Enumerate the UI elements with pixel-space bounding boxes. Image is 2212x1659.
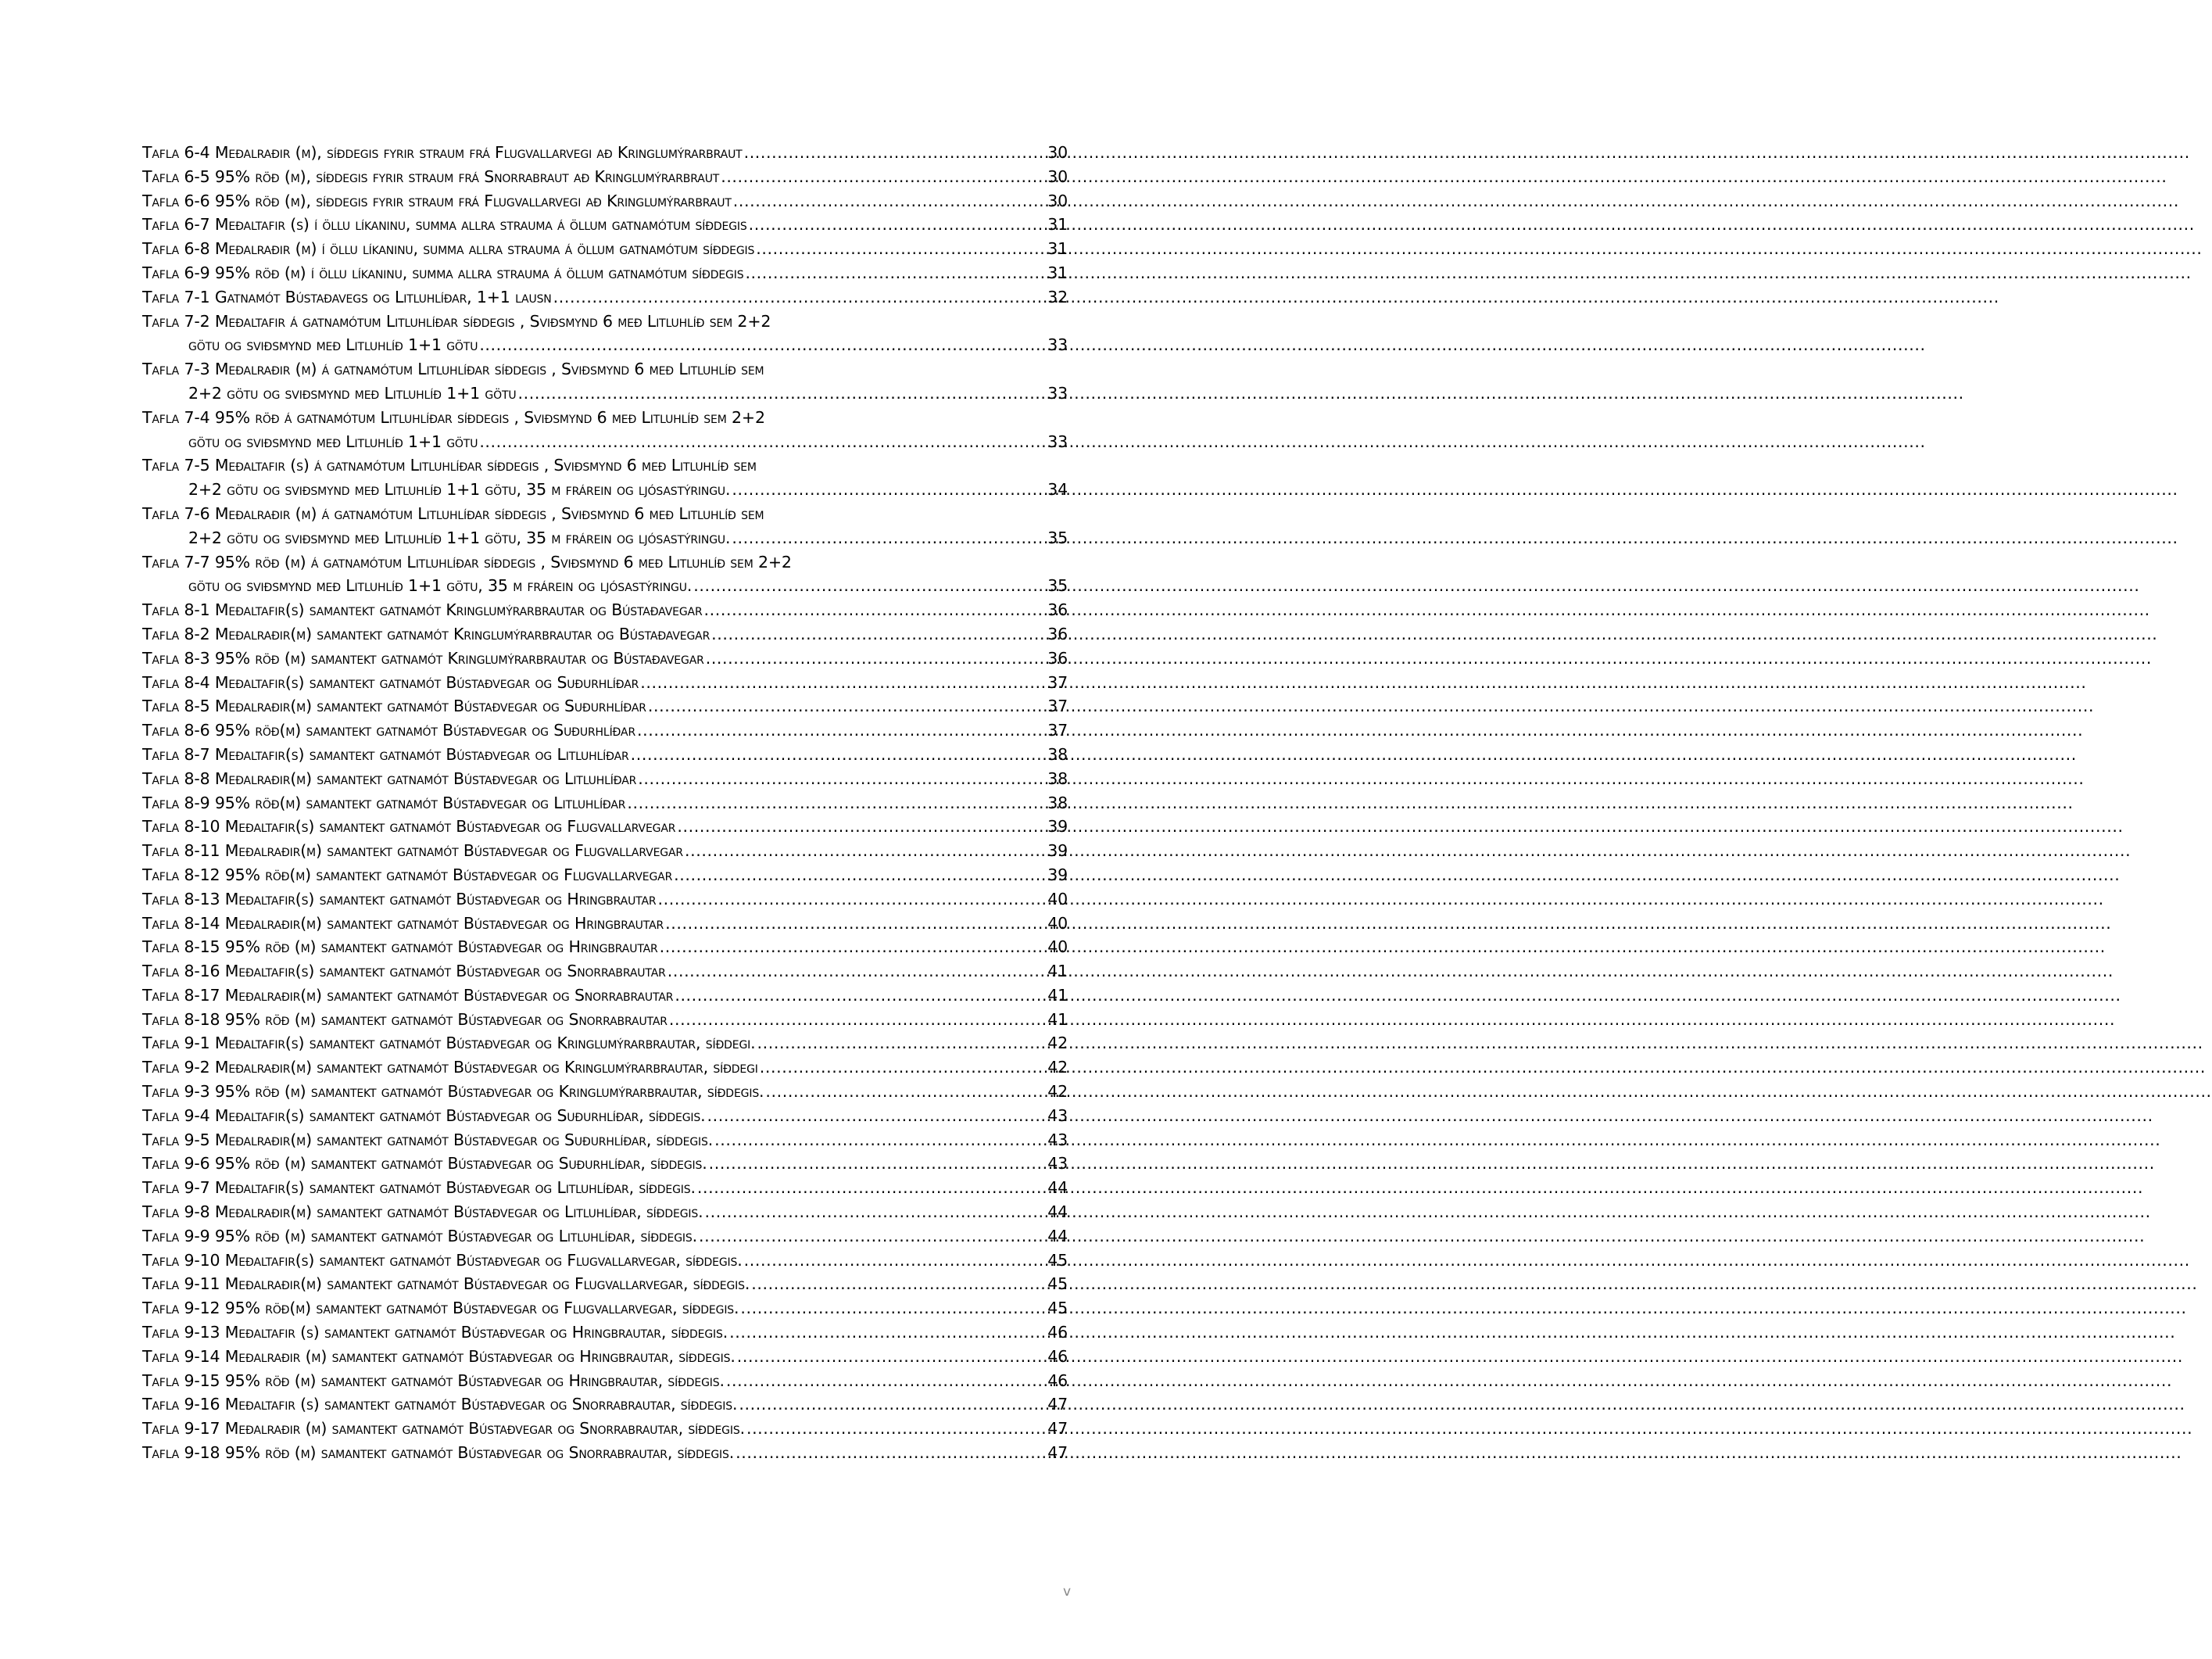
toc-entry-title: Tafla 9-17 Meðalraðir (m) samantekt gatnamót Bústaðvegar og Snorrabrautar, síðdegis. bbox=[142, 1419, 745, 1439]
toc-dot-leader bbox=[737, 1345, 1044, 1369]
toc-entry-line bbox=[142, 1320, 1068, 1345]
toc-entry-line bbox=[142, 791, 1068, 815]
toc-page-number: 45 bbox=[1047, 1299, 1068, 1318]
toc-page-number: 45 bbox=[1047, 1274, 1068, 1294]
toc-entry-title: Tafla 9-9 95% röð (m) samantekt gatnamót Bústaðvegar og Litluhlíðar, síðdegis. bbox=[142, 1226, 698, 1245]
toc-entry-title: Tafla 8-7 Meðaltafir(s) samantekt gatnamót Bústaðvegar og Litluhlíðar bbox=[142, 744, 629, 764]
toc-entry-title: Tafla 9-2 Meðalraðir(m) samantekt gatnamót Bústaðvegar og Kringlumýrarbrautar, síðdegi bbox=[142, 1058, 758, 1077]
toc-dot-leader bbox=[760, 1055, 1044, 1080]
toc-entry-line bbox=[142, 598, 1068, 622]
toc-page-number: 44 bbox=[1047, 1226, 1068, 1245]
toc-entry-line bbox=[142, 1176, 1068, 1200]
toc-dot-leader bbox=[657, 887, 1044, 912]
toc-entry-title: Tafla 9-18 95% röð (m) samantekt gatnamót Bústaðvegar og Snorrabrautar, síðdegis. bbox=[142, 1443, 735, 1463]
toc-page-number: 45 bbox=[1047, 1250, 1068, 1270]
toc-entry[interactable] bbox=[142, 863, 1068, 887]
toc-dot-leader bbox=[637, 718, 1044, 743]
toc-entry-title: Tafla 9-10 Meðaltafir(s) samantekt gatnamót Bústaðvegar og Flugvallarvegar, síðdegis. bbox=[142, 1250, 743, 1270]
toc-dot-leader bbox=[479, 430, 1044, 454]
toc-dot-leader bbox=[729, 1320, 1044, 1345]
toc-page-number: 43 bbox=[1047, 1154, 1068, 1173]
toc-entry-line bbox=[142, 1224, 1068, 1249]
toc-dot-leader bbox=[765, 1080, 1044, 1104]
toc-dot-leader bbox=[757, 1031, 1044, 1055]
toc-entry-title: Tafla 6-4 Meðalraðir (m), síðdegis fyrir straum frá Flugvallarvegi að Kringlumýrarbraut bbox=[142, 143, 743, 162]
toc-dot-leader bbox=[744, 1249, 1044, 1273]
toc-dot-leader bbox=[745, 261, 1044, 285]
toc-dot-leader bbox=[749, 213, 1044, 237]
toc-dot-leader bbox=[693, 574, 1044, 598]
toc-page-number: 46 bbox=[1047, 1346, 1068, 1366]
toc-entry[interactable] bbox=[142, 310, 1068, 358]
toc-entry[interactable] bbox=[142, 767, 1068, 791]
toc-dot-leader bbox=[721, 165, 1044, 189]
toc-entry-title: Tafla 8-12 95% röð(m) samantekt gatnamót Bústaðvegar og Flugvallarvegar bbox=[142, 865, 673, 884]
toc-dot-leader bbox=[714, 1128, 1044, 1152]
toc-entry-title: Tafla 8-5 Meðalraðir(m) samantekt gatnamót Bústaðvegar og Suðurhlíðar bbox=[142, 697, 646, 716]
toc-dot-leader bbox=[740, 1296, 1044, 1320]
toc-entry-line bbox=[142, 1392, 1068, 1417]
toc-dot-leader bbox=[746, 1417, 1044, 1441]
toc-entry[interactable] bbox=[142, 1152, 1068, 1176]
toc-entry[interactable] bbox=[142, 1320, 1068, 1345]
toc-entry[interactable] bbox=[142, 1441, 1068, 1465]
toc-page-number: 31 bbox=[1047, 215, 1068, 235]
toc-entry[interactable] bbox=[142, 694, 1068, 718]
toc-entry-line bbox=[142, 1417, 1068, 1441]
toc-page-number: 41 bbox=[1047, 985, 1068, 1005]
toc-page-number: 46 bbox=[1047, 1323, 1068, 1342]
toc-entry-title: Tafla 9-4 Meðaltafir(s) samantekt gatnamót Bústaðvegar og Suðurhlíðar, síðdegis. bbox=[142, 1105, 706, 1125]
toc-page-number: 47 bbox=[1047, 1443, 1068, 1463]
toc-entry[interactable] bbox=[142, 1055, 1068, 1080]
toc-entry-title: Tafla 6-8 Meðalraðir (m) í öllu líkaninu, summa allra strauma á öllum gatnamótum síðdegis bbox=[142, 239, 755, 259]
toc-dot-leader bbox=[640, 671, 1044, 695]
toc-page-number: 37 bbox=[1047, 672, 1068, 692]
toc-entry[interactable] bbox=[142, 647, 1068, 671]
toc-entry-line bbox=[142, 165, 1068, 189]
toc-entry-line bbox=[142, 213, 1068, 237]
toc-entry-line bbox=[142, 1200, 1068, 1224]
toc-page-number: 47 bbox=[1047, 1419, 1068, 1439]
toc-entry[interactable] bbox=[142, 1249, 1068, 1273]
toc-entry-title: Tafla 9-14 Meðalraðir (m) samantekt gatnamót Bústaðvegar og Hringbrautar, síðdegis. bbox=[142, 1346, 736, 1366]
toc-page-number: 32 bbox=[1047, 287, 1068, 306]
toc-entry[interactable] bbox=[142, 912, 1068, 936]
toc-entry-title: Tafla 8-16 Meðaltafir(s) samantekt gatnamót Bústaðvegar og Snorrabrautar bbox=[142, 962, 666, 981]
toc-entry-title: Tafla 8-2 Meðalraðir(m) samantekt gatnamót Kringlumýrarbrautar og Bústaðavegar bbox=[142, 624, 710, 643]
toc-dot-leader bbox=[669, 1008, 1044, 1032]
toc-entry-title: Tafla 9-1 Meðaltafir(s) samantekt gatnamót Bústaðvegar og Kringlumýrarbrautar, síðdegi. bbox=[142, 1034, 756, 1053]
toc-dot-leader bbox=[660, 935, 1044, 959]
toc-entry-title: Tafla 8-17 Meðalraðir(m) samantekt gatnamót Bústaðvegar og Snorrabrautar bbox=[142, 985, 674, 1005]
toc-entry-line bbox=[142, 959, 1068, 984]
toc-entry[interactable] bbox=[142, 141, 1068, 165]
toc-entry[interactable] bbox=[142, 1031, 1068, 1055]
toc-entry-line bbox=[142, 1055, 1068, 1080]
toc-dot-leader bbox=[553, 285, 1044, 310]
toc-entry-title: Tafla 9-16 Meðaltafir (s) samantekt gatnamót Bústaðvegar og Snorrabrautar, síðdegis. bbox=[142, 1395, 738, 1414]
toc-page-number: 43 bbox=[1047, 1105, 1068, 1125]
toc-entry-line bbox=[142, 1031, 1068, 1055]
toc-entry-line bbox=[142, 863, 1068, 887]
toc-page-number: 39 bbox=[1047, 865, 1068, 884]
toc-entry-continuation bbox=[142, 526, 1068, 550]
toc-entry-title: 2+2 götu og sviðsmynd með Litluhlíð 1+1 götu, 35 m frárein og ljósastýringu. bbox=[188, 480, 731, 500]
toc-entry-title: götu og sviðsmynd með Litluhlíð 1+1 götu bbox=[188, 335, 478, 355]
toc-entry-continuation bbox=[142, 382, 1068, 406]
toc-entry[interactable] bbox=[142, 550, 1068, 599]
toc-entry-title: Tafla 7-2 Meðaltafir á gatnamótum Litluhlíðar síðdegis , Sviðsmynd 6 með Litluhlíð sem 2+2 bbox=[142, 311, 771, 331]
toc-entry-title: Tafla 8-13 Meðaltafir(s) samantekt gatnamót Bústaðvegar og Hringbrautar bbox=[142, 889, 657, 908]
toc-page-number: 35 bbox=[1047, 528, 1068, 547]
toc-entry-line bbox=[142, 285, 1068, 310]
toc-page-number: 42 bbox=[1047, 1058, 1068, 1077]
toc-page-number: 35 bbox=[1047, 576, 1068, 596]
toc-page-number: 33 bbox=[1047, 383, 1068, 403]
toc-entry-line bbox=[142, 550, 1068, 575]
toc-entry[interactable] bbox=[142, 791, 1068, 815]
toc-entry[interactable] bbox=[142, 1200, 1068, 1224]
toc-entry-title: Tafla 9-3 95% röð (m) samantekt gatnamót Bústaðvegar og Kringlumýrarbrautar, síðdegis. bbox=[142, 1082, 764, 1102]
toc-entry-line bbox=[142, 815, 1068, 839]
toc-entry-line bbox=[142, 1128, 1068, 1152]
toc-page-number: 34 bbox=[1047, 480, 1068, 500]
toc-entry[interactable] bbox=[142, 1008, 1068, 1032]
page-number: v bbox=[1063, 1584, 1072, 1600]
toc-entry[interactable] bbox=[142, 839, 1068, 863]
toc-entry[interactable] bbox=[142, 453, 1068, 502]
toc-dot-leader bbox=[739, 1392, 1044, 1417]
toc-entry-line bbox=[142, 887, 1068, 912]
toc-entry-title: Tafla 8-14 Meðalraðir(m) samantekt gatnamót Bústaðvegar og Hringbrautar bbox=[142, 913, 664, 933]
toc-page-number: 38 bbox=[1047, 769, 1068, 788]
toc-entry-title: 2+2 götu og sviðsmynd með Litluhlíð 1+1 götu bbox=[188, 383, 517, 403]
toc-entry[interactable] bbox=[142, 1417, 1068, 1441]
toc-entry-line bbox=[142, 1369, 1068, 1393]
toc-entry[interactable] bbox=[142, 935, 1068, 959]
toc-dot-leader bbox=[677, 815, 1044, 839]
toc-dot-leader bbox=[751, 1272, 1044, 1296]
toc-entry-line bbox=[142, 767, 1068, 791]
toc-page-number: 37 bbox=[1047, 697, 1068, 716]
toc-entry[interactable] bbox=[142, 1080, 1068, 1104]
toc-entry-title: Tafla 6-9 95% röð (m) í öllu líkaninu, summa allra strauma á öllum gatnamótum síðdegis bbox=[142, 263, 744, 282]
toc-dot-leader bbox=[709, 1152, 1044, 1176]
toc-entry-title: Tafla 6-5 95% röð (m), síðdegis fyrir straum frá Snorrabraut að Kringlumýrarbraut bbox=[142, 167, 720, 186]
toc-entry-continuation bbox=[142, 333, 1068, 357]
toc-entry[interactable] bbox=[142, 1296, 1068, 1320]
toc-entry[interactable] bbox=[142, 622, 1068, 647]
toc-entry-line bbox=[142, 1008, 1068, 1032]
toc-entry-title: Tafla 6-7 Meðaltafir (s) í öllu líkaninu, summa allra strauma á öllum gatnamótum síðdegis bbox=[142, 215, 747, 235]
toc-entry-title: Tafla 9-15 95% röð (m) samantekt gatnamót Bústaðvegar og Hringbrautar, síðdegis. bbox=[142, 1371, 725, 1390]
toc-entry-line bbox=[142, 647, 1068, 671]
toc-page-number: 39 bbox=[1047, 841, 1068, 861]
toc-entry-title: Tafla 8-9 95% röð(m) samantekt gatnamót Bústaðvegar og Litluhlíðar bbox=[142, 793, 626, 812]
toc-entry-line bbox=[142, 261, 1068, 285]
toc-page-number: 41 bbox=[1047, 1009, 1068, 1029]
toc-entry[interactable] bbox=[142, 1345, 1068, 1369]
toc-entry-title: Tafla 9-8 Meðalraðir(m) samantekt gatnamót Bústaðvegar og Litluhlíðar, síðdegis. bbox=[142, 1202, 703, 1222]
toc-entry-continuation bbox=[142, 430, 1068, 454]
toc-dot-leader bbox=[638, 767, 1044, 791]
toc-entry-line bbox=[142, 743, 1068, 767]
toc-entry-line bbox=[142, 1272, 1068, 1296]
toc-entry-title: Tafla 7-4 95% röð á gatnamótum Litluhlíðar síðdegis , Sviðsmynd 6 með Litluhlíð sem 2+2 bbox=[142, 407, 765, 427]
toc-dot-leader bbox=[706, 647, 1044, 671]
toc-entry-line bbox=[142, 984, 1068, 1008]
toc-page-number: 46 bbox=[1047, 1371, 1068, 1390]
toc-page-number: 31 bbox=[1047, 239, 1068, 259]
toc-entry-line bbox=[142, 622, 1068, 647]
toc-entry[interactable] bbox=[142, 984, 1068, 1008]
toc-dot-leader bbox=[732, 478, 1044, 502]
toc-entry[interactable] bbox=[142, 261, 1068, 285]
toc-page-number: 40 bbox=[1047, 889, 1068, 908]
toc-entry-title: Tafla 7-1 Gatnamót Bústaðavegs og Litluhlíðar, 1+1 lausn bbox=[142, 287, 552, 306]
toc-page-number: 44 bbox=[1047, 1202, 1068, 1222]
toc-entry-line bbox=[142, 1249, 1068, 1273]
toc-entry-line bbox=[142, 1345, 1068, 1369]
toc-page-number: 31 bbox=[1047, 263, 1068, 282]
toc-entry[interactable] bbox=[142, 357, 1068, 406]
toc-entry-title: Tafla 8-1 Meðaltafir(s) samantekt gatnamót Kringlumýrarbrautar og Bústaðavegar bbox=[142, 600, 703, 620]
toc-page-number: 47 bbox=[1047, 1395, 1068, 1414]
toc-dot-leader bbox=[732, 526, 1044, 550]
toc-entry-line bbox=[142, 718, 1068, 743]
toc-entry-line bbox=[142, 1080, 1068, 1104]
toc-entry-line bbox=[142, 453, 1068, 478]
toc-entry-title: Tafla 8-10 Meðaltafir(s) samantekt gatnamót Bústaðvegar og Flugvallarvegar bbox=[142, 817, 676, 837]
toc-page-number: 42 bbox=[1047, 1034, 1068, 1053]
toc-dot-leader bbox=[517, 382, 1044, 406]
toc-dot-leader bbox=[631, 743, 1044, 767]
toc-entry-title: Tafla 7-7 95% röð (m) á gatnamótum Litluhlíðar síðdegis , Sviðsmynd 6 með Litluhlíð sem 2+2 bbox=[142, 552, 792, 572]
toc-page-number: 36 bbox=[1047, 624, 1068, 643]
toc-page-number: 43 bbox=[1047, 1130, 1068, 1149]
toc-dot-leader bbox=[627, 791, 1044, 815]
toc-entry-title: Tafla 8-8 Meðalraðir(m) samantekt gatnamót Bústaðvegar og Litluhlíðar bbox=[142, 769, 637, 788]
toc-entry-title: Tafla 9-11 Meðalraðir(m) samantekt gatnamót Bústaðvegar og Flugvallarvegar, síðdegis. bbox=[142, 1274, 750, 1294]
toc-entry-title: Tafla 7-3 Meðalraðir (m) á gatnamótum Litluhlíðar síðdegis , Sviðsmynd 6 með Litluhlíð sem bbox=[142, 360, 764, 379]
toc-page-number: 30 bbox=[1047, 167, 1068, 186]
toc-entry-line bbox=[142, 839, 1068, 863]
toc-dot-leader bbox=[704, 1200, 1044, 1224]
toc-dot-leader bbox=[674, 863, 1044, 887]
toc-entry-line bbox=[142, 912, 1068, 936]
toc-page-number: 30 bbox=[1047, 143, 1068, 162]
toc-entry[interactable] bbox=[142, 887, 1068, 912]
toc-dot-leader bbox=[697, 1176, 1044, 1200]
toc-entry-line bbox=[142, 1441, 1068, 1465]
toc-page-number: 41 bbox=[1047, 962, 1068, 981]
toc-entry-title: götu og sviðsmynd með Litluhlíð 1+1 götu, 35 m frárein og ljósastýringu. bbox=[188, 576, 693, 596]
toc-dot-leader bbox=[675, 984, 1044, 1008]
toc-entry-continuation bbox=[142, 574, 1068, 598]
toc-entry-line bbox=[142, 237, 1068, 261]
toc-entry-title: Tafla 8-6 95% röð(m) samantekt gatnamót Bústaðvegar og Suðurhlíðar bbox=[142, 721, 636, 740]
toc-entry-line bbox=[142, 1152, 1068, 1176]
toc-entry-line bbox=[142, 189, 1068, 213]
toc-entry[interactable] bbox=[142, 1224, 1068, 1249]
toc-entry-title: Tafla 9-13 Meðaltafir (s) samantekt gatnamót Bústaðvegar og Hringbrautar, síðdegis. bbox=[142, 1323, 728, 1342]
toc-entry-line bbox=[142, 694, 1068, 718]
toc-entry-title: Tafla 7-5 Meðaltafir (s) á gatnamótum Litluhlíðar síðdegis , Sviðsmynd 6 með Litluhlíð sem bbox=[142, 456, 757, 475]
toc-entry[interactable] bbox=[142, 213, 1068, 237]
toc-page-number: 38 bbox=[1047, 744, 1068, 764]
toc-entry[interactable] bbox=[142, 1272, 1068, 1296]
toc-page-number: 44 bbox=[1047, 1178, 1068, 1198]
toc-entry-continuation bbox=[142, 478, 1068, 502]
toc-page-number: 40 bbox=[1047, 913, 1068, 933]
toc-entry[interactable] bbox=[142, 959, 1068, 984]
toc-entry[interactable] bbox=[142, 165, 1068, 189]
toc-entry[interactable] bbox=[142, 718, 1068, 743]
toc-entry[interactable] bbox=[142, 237, 1068, 261]
toc-entry-title: Tafla 7-6 Meðalraðir (m) á gatnamótum Litluhlíðar síðdegis , Sviðsmynd 6 með Litluhlíð sem bbox=[142, 503, 764, 523]
toc-entry[interactable] bbox=[142, 1128, 1068, 1152]
toc-entry-line bbox=[142, 310, 1068, 334]
toc-entry-title: Tafla 8-18 95% röð (m) samantekt gatnamót Bústaðvegar og Snorrabrautar bbox=[142, 1009, 668, 1029]
toc-page-number: 33 bbox=[1047, 432, 1068, 451]
toc-entry-title: Tafla 8-15 95% röð (m) samantekt gatnamót Bústaðvegar og Hringbrautar bbox=[142, 937, 658, 957]
toc-dot-leader bbox=[648, 694, 1044, 718]
toc-entry-line bbox=[142, 671, 1068, 695]
toc-entry[interactable] bbox=[142, 815, 1068, 839]
toc-dot-leader bbox=[733, 189, 1044, 213]
toc-entry-line bbox=[142, 141, 1068, 165]
toc-entry-title: Tafla 8-4 Meðaltafir(s) samantekt gatnamót Bústaðvegar og Suðurhlíðar bbox=[142, 672, 639, 692]
toc-page-number: 42 bbox=[1047, 1082, 1068, 1102]
toc-page-number: 36 bbox=[1047, 600, 1068, 620]
toc-entry-line bbox=[142, 357, 1068, 382]
toc-page-number: 36 bbox=[1047, 648, 1068, 668]
toc-entry[interactable] bbox=[142, 189, 1068, 213]
toc-dot-leader bbox=[699, 1224, 1044, 1249]
toc-page-number: 39 bbox=[1047, 817, 1068, 837]
toc-dot-leader bbox=[668, 959, 1044, 984]
toc-page-number: 33 bbox=[1047, 335, 1068, 355]
toc-entry-title: Tafla 9-12 95% röð(m) samantekt gatnamót Bústaðvegar og Flugvallarvegar, síðdegis. bbox=[142, 1299, 739, 1318]
toc-page-number: 40 bbox=[1047, 937, 1068, 957]
toc-page-number: 37 bbox=[1047, 721, 1068, 740]
toc-entry-title: götu og sviðsmynd með Litluhlíð 1+1 götu bbox=[188, 432, 478, 451]
toc-dot-leader bbox=[726, 1369, 1044, 1393]
toc-entry[interactable] bbox=[142, 1176, 1068, 1200]
toc-entry-line bbox=[142, 406, 1068, 430]
toc-entry[interactable] bbox=[142, 598, 1068, 622]
toc-dot-leader bbox=[707, 1104, 1045, 1128]
toc-entry-line bbox=[142, 1296, 1068, 1320]
toc-entry-title: Tafla 8-11 Meðalraðir(m) samantekt gatnamót Bústaðvegar og Flugvallarvegar bbox=[142, 841, 683, 861]
toc-entry-title: Tafla 6-6 95% röð (m), síðdegis fyrir straum frá Flugvallarvegi að Kringlumýrarbraut bbox=[142, 191, 732, 210]
toc-entry-line bbox=[142, 502, 1068, 526]
toc-entry[interactable] bbox=[142, 1104, 1068, 1128]
toc-dot-leader bbox=[756, 237, 1044, 261]
toc-entry[interactable] bbox=[142, 502, 1068, 550]
toc-dot-leader bbox=[736, 1441, 1044, 1465]
toc-dot-leader bbox=[744, 141, 1044, 165]
toc-page-number: 30 bbox=[1047, 191, 1068, 210]
toc-dot-leader bbox=[704, 598, 1044, 622]
toc-entry[interactable] bbox=[142, 1369, 1068, 1393]
toc-dot-leader bbox=[665, 912, 1044, 936]
toc-entry[interactable] bbox=[142, 1392, 1068, 1417]
toc-entry-title: Tafla 9-5 Meðalraðir(m) samantekt gatnamót Bústaðvegar og Suðurhlíðar, síðdegis. bbox=[142, 1130, 714, 1149]
toc-entry[interactable] bbox=[142, 671, 1068, 695]
toc-entry-line bbox=[142, 1104, 1068, 1128]
toc-entry-title: Tafla 9-6 95% röð (m) samantekt gatnamót Bústaðvegar og Suðurhlíðar, síðdegis. bbox=[142, 1154, 707, 1173]
toc-entry-line bbox=[142, 935, 1068, 959]
toc-entry-title: Tafla 9-7 Meðaltafir(s) samantekt gatnamót Bústaðvegar og Litluhlíðar, síðdegis. bbox=[142, 1178, 696, 1198]
toc-entry[interactable] bbox=[142, 743, 1068, 767]
toc-entry[interactable] bbox=[142, 406, 1068, 454]
toc-dot-leader bbox=[479, 333, 1044, 357]
toc-entry[interactable] bbox=[142, 285, 1068, 310]
table-of-tables bbox=[142, 141, 1068, 1465]
toc-page-number: 38 bbox=[1047, 793, 1068, 812]
toc-dot-leader bbox=[711, 622, 1044, 647]
toc-entry-title: Tafla 8-3 95% röð (m) samantekt gatnamót Kringlumýrarbrautar og Bústaðavegar bbox=[142, 648, 704, 668]
toc-entry-title: 2+2 götu og sviðsmynd með Litluhlíð 1+1 götu, 35 m frárein og ljósastýringu. bbox=[188, 528, 731, 547]
toc-dot-leader bbox=[685, 839, 1044, 863]
